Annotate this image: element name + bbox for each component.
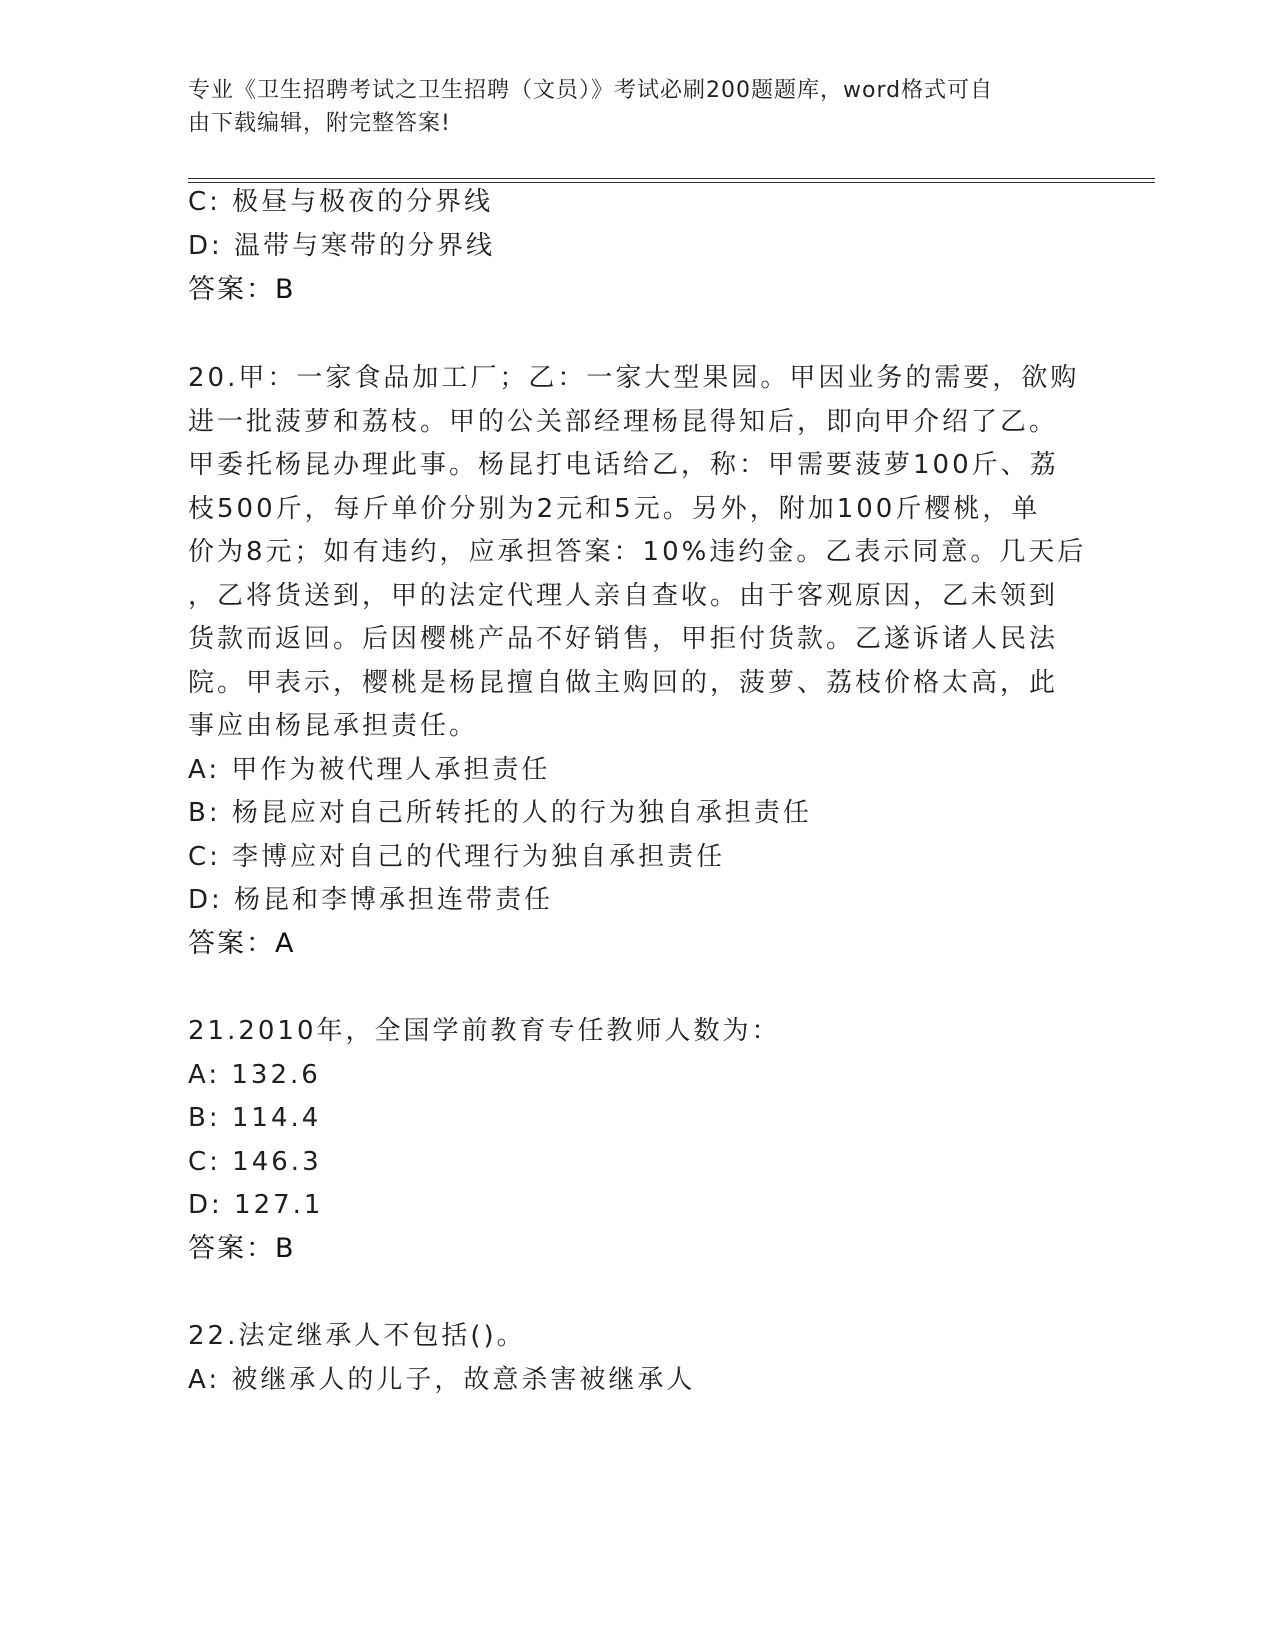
q20-stem-line-2: 进一批菠萝和荔枝。甲的公关部经理杨昆得知后，即向甲介绍了乙。 (188, 407, 1059, 437)
header-line-2: 由下载编辑，附完整答案! (188, 111, 451, 136)
q20-stem-line-8: 院。甲表示，樱桃是杨昆擅自做主购回的，菠萝、荔枝价格太高，此 (188, 668, 1059, 698)
q21-option-d: D: 127.1 (188, 1190, 324, 1220)
q20-stem-line-1: 20.甲：一家食品加工厂；乙：一家大型果园。甲因业务的需要，欲购 (188, 363, 1080, 393)
q20-stem-line-9: 事应由杨昆承担责任。 (188, 711, 479, 741)
q21-option-c: C: 146.3 (188, 1147, 322, 1177)
q19-answer: 答案：B (188, 274, 296, 305)
q22-option-a: A: 被继承人的儿子，故意杀害被继承人 (188, 1365, 696, 1395)
q21-option-b: B: 114.4 (188, 1103, 322, 1133)
q20-option-d: D: 杨昆和李博承担连带责任 (188, 885, 554, 915)
q20-option-c: C: 李博应对自己的代理行为独自承担责任 (188, 842, 726, 872)
q19-option-c: C: 极昼与极夜的分界线 (188, 187, 494, 217)
q20-option-a: A: 甲作为被代理人承担责任 (188, 755, 551, 785)
q22-stem: 22.法定继承人不包括()。 (188, 1321, 526, 1351)
q21-answer: 答案：B (188, 1233, 296, 1264)
q21-option-a: A: 132.6 (188, 1060, 321, 1090)
q20-stem-line-5: 价为8元；如有违约，应承担答案：10%违约金。乙表示同意。几天后 (188, 537, 1087, 567)
q21-stem: 21.2010年，全国学前教育专任教师人数为： (188, 1016, 781, 1046)
q20-stem-line-4: 枝500斤，每斤单价分别为2元和5元。另外，附加100斤樱桃，单 (188, 494, 1041, 524)
document-header (188, 74, 1068, 140)
q20-answer: 答案：A (188, 928, 296, 959)
q20-stem-line-3: 甲委托杨昆办理此事。杨昆打电话给乙，称：甲需要菠萝100斤、荔 (188, 450, 1059, 480)
header-rule-top (188, 178, 1155, 179)
q20-stem-line-7: 货款而返回。后因樱桃产品不好销售，甲拒付货款。乙遂诉诸人民法 (188, 624, 1059, 654)
q20-option-b: B: 杨昆应对自己所转托的人的行为独自承担责任 (188, 798, 812, 828)
header-rule-bottom (188, 182, 1155, 183)
q19-option-d: D: 温带与寒带的分界线 (188, 231, 496, 261)
header-line-1: 专业《卫生招聘考试之卫生招聘（文员）》考试必刷200题题库，word格式可自 (188, 78, 994, 103)
q20-stem-line-6: ，乙将货送到，甲的法定代理人亲自查收。由于客观原因，乙未领到 (188, 581, 1059, 611)
